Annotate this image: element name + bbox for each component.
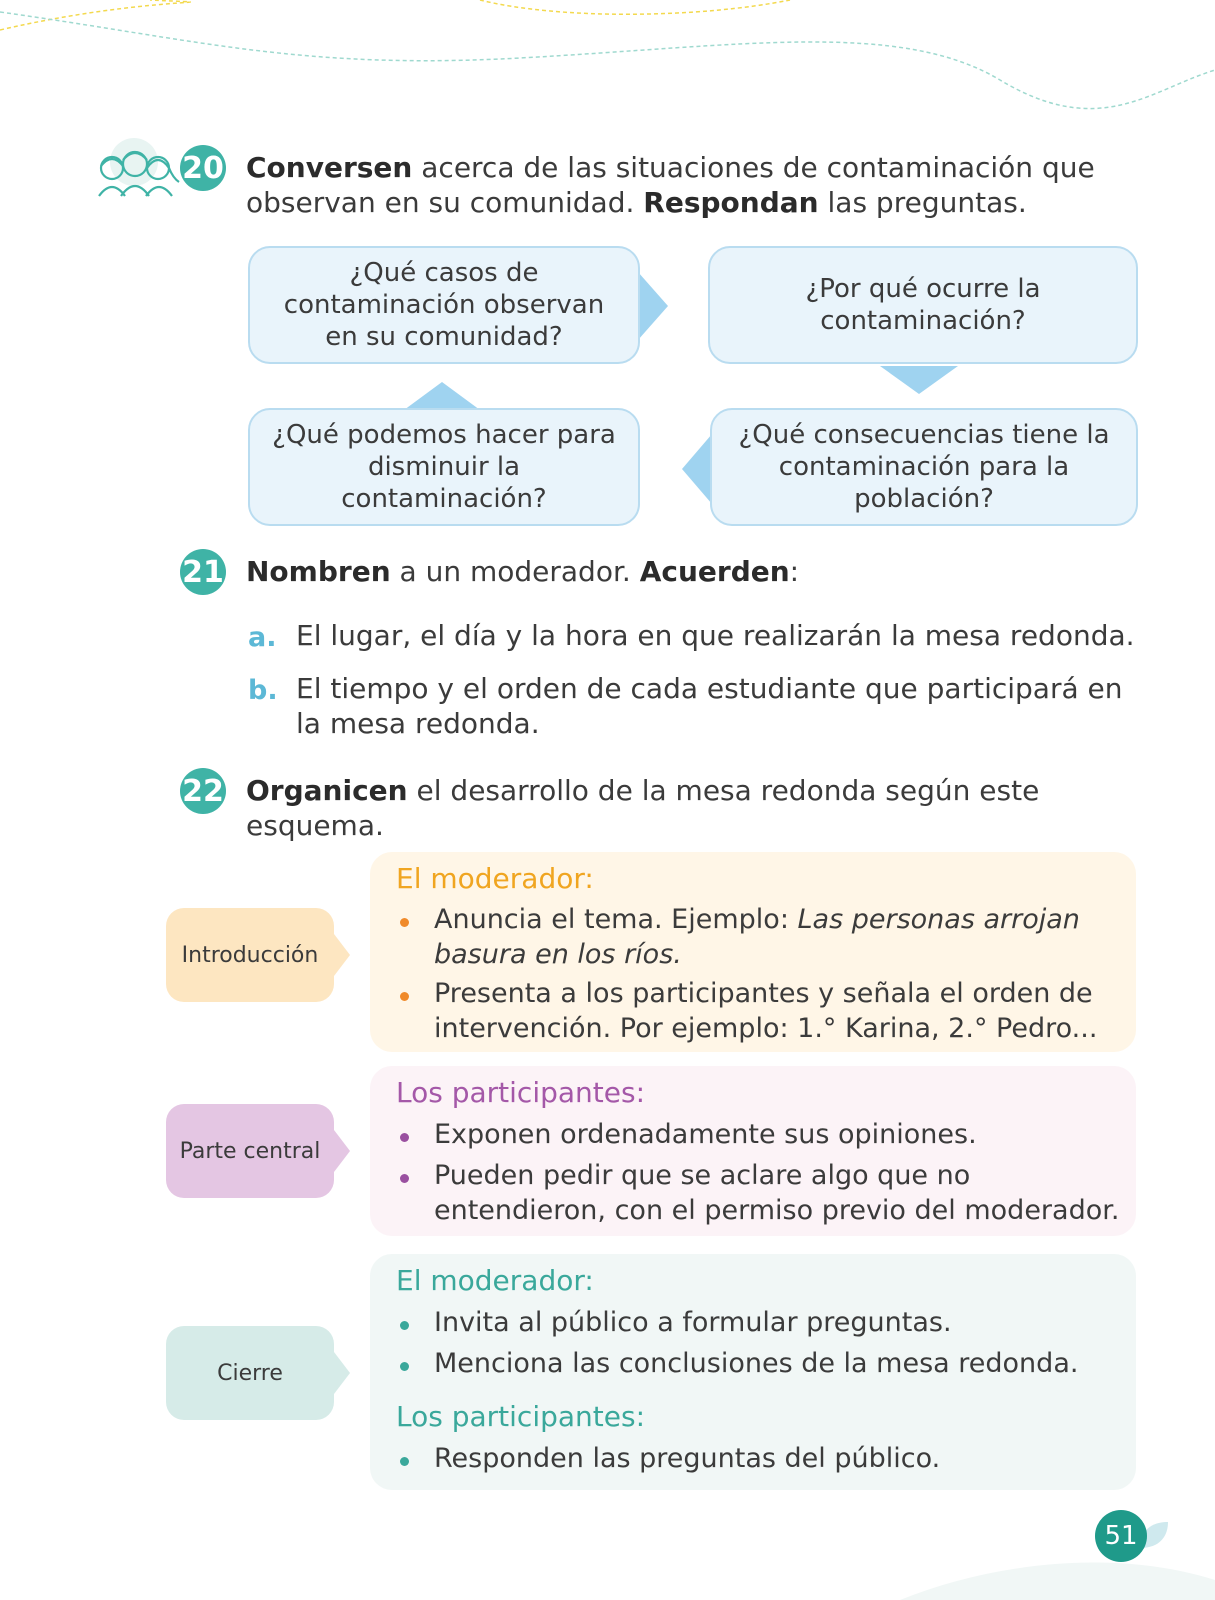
close-panel-title-moderator: El moderador:	[396, 1264, 594, 1297]
intro-bullet-1-text	[434, 902, 1114, 972]
q20-bold-verb-2: Respondan	[643, 186, 819, 219]
intro-bullet-2	[400, 992, 409, 1001]
q21-bold-verb-2: Acuerden	[639, 555, 790, 588]
intro-stage-arrow	[334, 934, 354, 976]
q21-text-1: a un moderador.	[390, 555, 640, 588]
central-bullet-2-text: Pueden pedir que se aclare algo que no entendieron, con el permiso previo del moderador.	[434, 1160, 1120, 1226]
item-b-letter: b.	[248, 675, 278, 706]
intro-bullet-2-text: Presenta a los participantes y señala el orden de intervención. Por ejemplo: 1.° Karina, 2.° Pedro...	[434, 978, 1098, 1044]
close-panel-title-participants: Los participantes:	[396, 1400, 646, 1433]
q22-text: el desarrollo de la mesa redonda según este esquema.	[246, 774, 1040, 842]
question-bubble-why: ¿Por qué ocurre la contaminación?	[708, 246, 1138, 364]
q20-text-1: acerca de las situaciones de contaminación que observan en su comunidad.	[246, 151, 1095, 219]
q21-text-2: :	[789, 555, 800, 588]
intro-bullet-1-plain: Anuncia el tema. Ejemplo:	[434, 904, 798, 935]
bottom-corner-decoration	[0, 1540, 1215, 1600]
intro-stage-label: Introducción	[166, 908, 334, 1002]
close-bullet-3-text: Responden las preguntas del público.	[434, 1443, 941, 1474]
central-stage-arrow	[334, 1130, 354, 1172]
question-bubble-consequences: ¿Qué consecuencias tiene la contaminación para la población?	[710, 408, 1138, 526]
close-bullet-1-text: Invita al público a formular preguntas.	[434, 1307, 952, 1338]
central-panel-title: Los participantes:	[396, 1076, 646, 1109]
close-bullet-2	[400, 1362, 409, 1371]
close-bullet-3	[400, 1457, 409, 1466]
close-bullet-1	[400, 1321, 409, 1330]
item-a-text: El lugar, el día y la hora en que realizarán la mesa redonda.	[296, 619, 1135, 652]
page-number: 51	[1095, 1510, 1147, 1562]
question-22-text	[246, 773, 1046, 843]
question-21-text	[246, 554, 1126, 589]
central-bullet-1-text: Exponen ordenadamente sus opiniones.	[434, 1119, 977, 1150]
question-bubble-cases: ¿Qué casos de contaminación observan en su comunidad?	[248, 246, 640, 364]
item-b-text: El tiempo y el orden de cada estudiante que participará en la mesa redonda.	[296, 672, 1123, 740]
question-21-number: 21	[180, 549, 226, 595]
item-a-letter: a.	[248, 622, 277, 653]
intro-bullet-1-italic: Las personas arrojan basura en los ríos.	[434, 904, 1080, 970]
close-stage-arrow	[334, 1352, 354, 1394]
q22-bold-verb: Organicen	[246, 774, 408, 807]
central-bullet-2	[400, 1174, 409, 1183]
q20-text-2: las preguntas.	[818, 186, 1027, 219]
q21-bold-verb-1: Nombren	[246, 555, 391, 588]
question-bubble-solutions: ¿Qué podemos hacer para disminuir la contaminación?	[248, 408, 640, 526]
central-bullet-1	[400, 1133, 409, 1142]
close-stage-label: Cierre	[166, 1326, 334, 1420]
central-stage-label: Parte central	[166, 1104, 334, 1198]
close-bullet-2-text: Menciona las conclusiones de la mesa redonda.	[434, 1348, 1079, 1379]
question-22-number: 22	[180, 768, 226, 814]
question-20-number: 20	[180, 145, 226, 191]
q20-bold-verb-1: Conversen	[246, 151, 413, 184]
intro-bullet-1	[400, 918, 409, 927]
intro-panel-title: El moderador:	[396, 862, 594, 895]
